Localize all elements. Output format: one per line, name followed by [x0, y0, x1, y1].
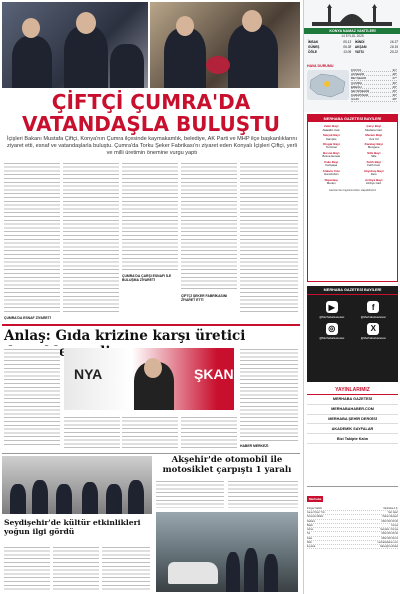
prayer-name: GÜNEŞ — [308, 45, 320, 49]
dealer-item — [353, 179, 396, 186]
prayer-cell-right — [355, 50, 398, 55]
story2-headline: Anlaş: Gıda krizine karşı üretici — [4, 328, 246, 344]
imprint-value: Merhaba A.Ş. — [383, 507, 398, 510]
dealers-title: MERHABA GAZETESİ BAYİLERİ — [308, 115, 397, 122]
dealer-item — [353, 125, 396, 132]
story2-body-col-1 — [4, 346, 60, 446]
story2-caption: HABER MERKEZİ — [240, 444, 269, 448]
story3-body-col-1 — [156, 478, 224, 508]
prayer-time: 16.37 — [390, 40, 398, 44]
prayer-cell-left — [308, 50, 351, 55]
imprint-key: Sorumlu Müdür — [307, 515, 324, 519]
lead-deck: İçişleri Bakanı Mustafa Çiftçi, Konya'nın Çumra ilçesinde kaymakamlık, belediye, AK Parti ve MHP ilçe başkanlıklarını ziyaret etti, esnaf ve vatandaşlarla buluştu. Çumra'da Torku Şeker Fabrikası'nı ziyaret eden Konyalı İçişleri Çiftçi, yerli ve milli üretimin önemine vurgu yaptı — [6, 136, 298, 156]
weather-row — [351, 97, 397, 101]
story4-body-col-1 — [4, 544, 50, 592]
story3-headline: Akşehir'de otomobil ile motosiklet çarpıştı 1 yaralı — [162, 455, 292, 475]
facebook-icon[interactable]: f — [367, 301, 379, 313]
dealer-name: Zafer Bayi — [323, 124, 339, 128]
story2-body-col-4 — [181, 414, 237, 450]
lead-headline-line-1: ÇİFTÇİ ÇUMRA'DA — [51, 90, 251, 114]
dealer-item — [310, 143, 353, 150]
imprint-row — [307, 545, 398, 549]
weather-city: ÇUMRA — [351, 80, 362, 85]
dealer-location: Dere — [370, 172, 377, 177]
imprint-lines — [307, 505, 398, 549]
prayer-name: ÖĞLE — [308, 50, 318, 54]
dealers-panel — [307, 114, 398, 282]
imprint-key: Tel — [307, 532, 311, 536]
imprint-key: Adres — [307, 528, 314, 532]
publications-panel — [307, 385, 398, 481]
social-item[interactable] — [311, 323, 353, 341]
weather-city: KARAPINAR — [351, 93, 369, 98]
prayer-time: 20.22 — [390, 50, 398, 54]
social-handle: @MerhabaGazetesi — [319, 314, 345, 319]
weather-city: AKŞEHİR — [351, 72, 365, 77]
imprint-key: İmtiyaz Sahibi — [307, 507, 322, 510]
prayer-time: 13.09 — [343, 50, 352, 54]
dealer-name: Selçuk Bayi — [322, 132, 340, 137]
dealer-item — [310, 152, 353, 159]
imprint-panel — [307, 486, 398, 590]
social-item[interactable] — [353, 301, 395, 319]
weather-temp: 30° — [392, 80, 397, 85]
social-item[interactable] — [311, 301, 353, 319]
dealer-name: Akyokuş Bayi — [363, 168, 384, 173]
dealers-footer: Gazetemize bayilerimizden ulaşabilirsiniz — [328, 188, 377, 192]
dealer-item — [310, 170, 353, 177]
lead-headline-line-2: VATANDAŞLA BULUŞTU — [21, 112, 281, 136]
dealer-name: Sille Bayi — [367, 150, 381, 155]
social-grid — [307, 295, 398, 346]
lead-body-col-4 — [181, 160, 237, 290]
prayer-times-table — [308, 40, 398, 55]
publication-item[interactable]: MERHABAHABER.COM — [307, 405, 398, 415]
imprint-key: E-posta — [307, 545, 316, 549]
dealer-item — [310, 161, 353, 168]
lead-photo-2 — [150, 2, 300, 88]
weather-temps — [351, 68, 397, 102]
story2-body-col-3 — [122, 414, 178, 450]
story4-body-col-3 — [102, 544, 150, 592]
prayer-time: 19.19 — [390, 45, 398, 49]
imprint-value: 0332 000 00 00 — [381, 532, 398, 536]
prayer-row — [308, 50, 398, 55]
prayer-times-date: 14 EYLÜL 2025 — [341, 34, 364, 38]
weather-section — [307, 64, 398, 108]
dealer-name: Çarşı Bayi — [366, 124, 382, 128]
weather-temp: 26° — [392, 88, 397, 93]
social-item[interactable] — [353, 323, 395, 341]
weather-temp: 29° — [392, 84, 397, 89]
dealer-location: Horozluhan — [324, 172, 339, 177]
prayer-name: AKŞAM — [354, 45, 367, 49]
weather-map — [307, 70, 349, 100]
publication-item[interactable]: MERHABA ŞEHİR DERGİSİ — [307, 415, 398, 425]
weather-temp: 28° — [392, 72, 397, 77]
prayer-time: 06.38 — [343, 45, 352, 49]
story4-headline: Seydişehir'de kültür etkinlikleri yoğun ilgi gördü — [4, 518, 141, 537]
dealer-name: Meram Bayi — [365, 132, 383, 137]
imprint-value: 0332 000 00 01 — [381, 536, 398, 540]
dealer-name: Ankara Yolu — [322, 168, 340, 173]
x-icon[interactable]: X — [367, 323, 379, 335]
dealer-location: Aziziye Cad. — [365, 181, 382, 186]
social-handle: @MerhabaGazetesi — [360, 314, 386, 319]
lead-body-col-1 — [4, 160, 60, 314]
lead-photo-1 — [2, 2, 148, 88]
imprint-key: Genel Yayın Yön. — [307, 511, 326, 515]
lead-caption-1: ÇUMRA'DA ÇARŞI ESNAFI İLE BULUŞMA ZİYARETİ — [122, 274, 172, 283]
dealers-grid — [308, 122, 397, 189]
mosque-icon — [312, 4, 392, 26]
story4-body-col-2 — [53, 544, 99, 592]
imprint-value: Yazı İşleri — [387, 511, 398, 515]
dealer-name: Aziziye Bayi — [365, 177, 383, 182]
section-divider — [2, 324, 300, 326]
imprint-value: Konya — [391, 523, 398, 527]
dealer-item — [353, 134, 396, 141]
dealer-item — [310, 134, 353, 141]
dealer-location: Sille — [371, 154, 377, 159]
weather-city: EREĞLİ — [351, 84, 363, 89]
weather-city: ILGIN — [351, 97, 359, 102]
dealer-item — [353, 161, 396, 168]
publication-item[interactable]: AKADEMİK SAYFALAR — [307, 424, 398, 434]
weather-city: KONYA — [351, 68, 362, 72]
lead-caption-0: ÇUMRA'DA ESNAF ZİYARETİ — [4, 316, 51, 320]
weather-temp: 30° — [392, 93, 397, 98]
dealer-name: Fetih Bayi — [366, 159, 381, 164]
dealer-location: Fetih Cad. — [367, 163, 381, 168]
dealer-item — [310, 179, 353, 186]
social-panel — [307, 286, 398, 382]
imprint-value: Haber Merkezi — [382, 515, 398, 519]
dealer-location: Mevlana Cad. — [365, 127, 383, 132]
dealer-item — [353, 170, 396, 177]
story2-photo: NYA ŞKAN — [64, 348, 234, 410]
weather-temp: 31° — [392, 68, 397, 72]
youtube-icon[interactable]: ▶ — [326, 301, 338, 313]
imprint-key: Baskı — [307, 523, 313, 527]
dealer-name: Bosna Bayi — [323, 150, 340, 155]
dealer-item — [310, 125, 353, 132]
prayer-times-title: KONYA NAMAZ VAKİTLERİ — [304, 28, 400, 34]
dealer-location: Meram — [326, 181, 336, 186]
lead-body-col-2 — [63, 160, 119, 314]
lead-body-col-5 — [240, 160, 298, 314]
social-title: MERHABA GAZETESİ BAYİLERİ — [307, 286, 398, 295]
story2-body-col-2 — [64, 414, 120, 450]
dealer-name: Nişantaşı — [324, 177, 338, 182]
prayer-name: İKİNDİ — [354, 40, 365, 44]
weather-city: SEYDİŞEHİR — [351, 88, 370, 93]
story3-photo — [156, 512, 298, 592]
dealer-name: Karatay Bayi — [364, 141, 383, 146]
lead-caption-2: ÇİFTÇİ ŞEKER FABRİKASINI ZİYARET ETTİ — [181, 294, 228, 303]
publication-item[interactable]: MERHABA GAZETESİ — [307, 395, 398, 405]
weather-panel — [304, 0, 400, 112]
lead-body-col-3 — [122, 160, 178, 270]
dealer-location: Bosna Hersek — [322, 154, 341, 159]
dealer-location: Feritpaşa — [325, 163, 338, 168]
social-handle: @MerhabaGazetesi — [319, 336, 345, 340]
dealer-location: Terminal — [325, 145, 337, 150]
dealer-location: Kampüs — [326, 136, 337, 141]
prayer-name: İMSAK — [308, 40, 319, 44]
dealer-location: Mengene — [367, 145, 380, 150]
divider — [2, 453, 300, 454]
imprint-value: haber@merhaba — [380, 545, 398, 549]
imprint-key: Faks — [307, 536, 313, 540]
dealer-item — [353, 152, 396, 159]
publication-item[interactable]: Bizi Takipte Kalın — [307, 434, 398, 444]
weather-title: HAVA DURUMU — [307, 64, 334, 68]
imprint-value: 0332 000 00 00 — [381, 519, 398, 523]
imprint-key: Web — [307, 540, 312, 544]
weather-city: BEYŞEHİR — [351, 76, 367, 81]
publications-title: YAYINLARIMIZ — [307, 385, 398, 395]
social-handle: @MerhabaGazetesi — [360, 336, 386, 340]
story3-body-col-2 — [228, 478, 298, 508]
prayer-name: YATSI — [354, 50, 364, 54]
instagram-icon[interactable]: ◎ — [326, 323, 338, 335]
imprint-value: merhabahaber.com — [377, 540, 398, 544]
dealer-item — [353, 143, 396, 150]
story2-body-col-5 — [240, 346, 298, 442]
story4-photo — [2, 456, 152, 514]
dealer-location: Yeni Yol — [368, 136, 379, 141]
side-column — [303, 0, 400, 594]
publications-list — [307, 395, 398, 444]
dealer-location: Alaaddin Cad. — [322, 127, 341, 132]
dealer-name: Otogar Bayi — [322, 141, 340, 146]
weather-temp: 28° — [392, 97, 397, 102]
imprint-value: Selçuklu / Konya — [380, 528, 398, 532]
dealer-name: Kule Bayi — [324, 159, 339, 164]
imprint-logo: Merhaba — [309, 497, 322, 501]
prayer-time: 05.13 — [343, 40, 352, 44]
weather-temp: 27° — [392, 76, 397, 81]
imprint-key: Reklam — [307, 519, 316, 523]
